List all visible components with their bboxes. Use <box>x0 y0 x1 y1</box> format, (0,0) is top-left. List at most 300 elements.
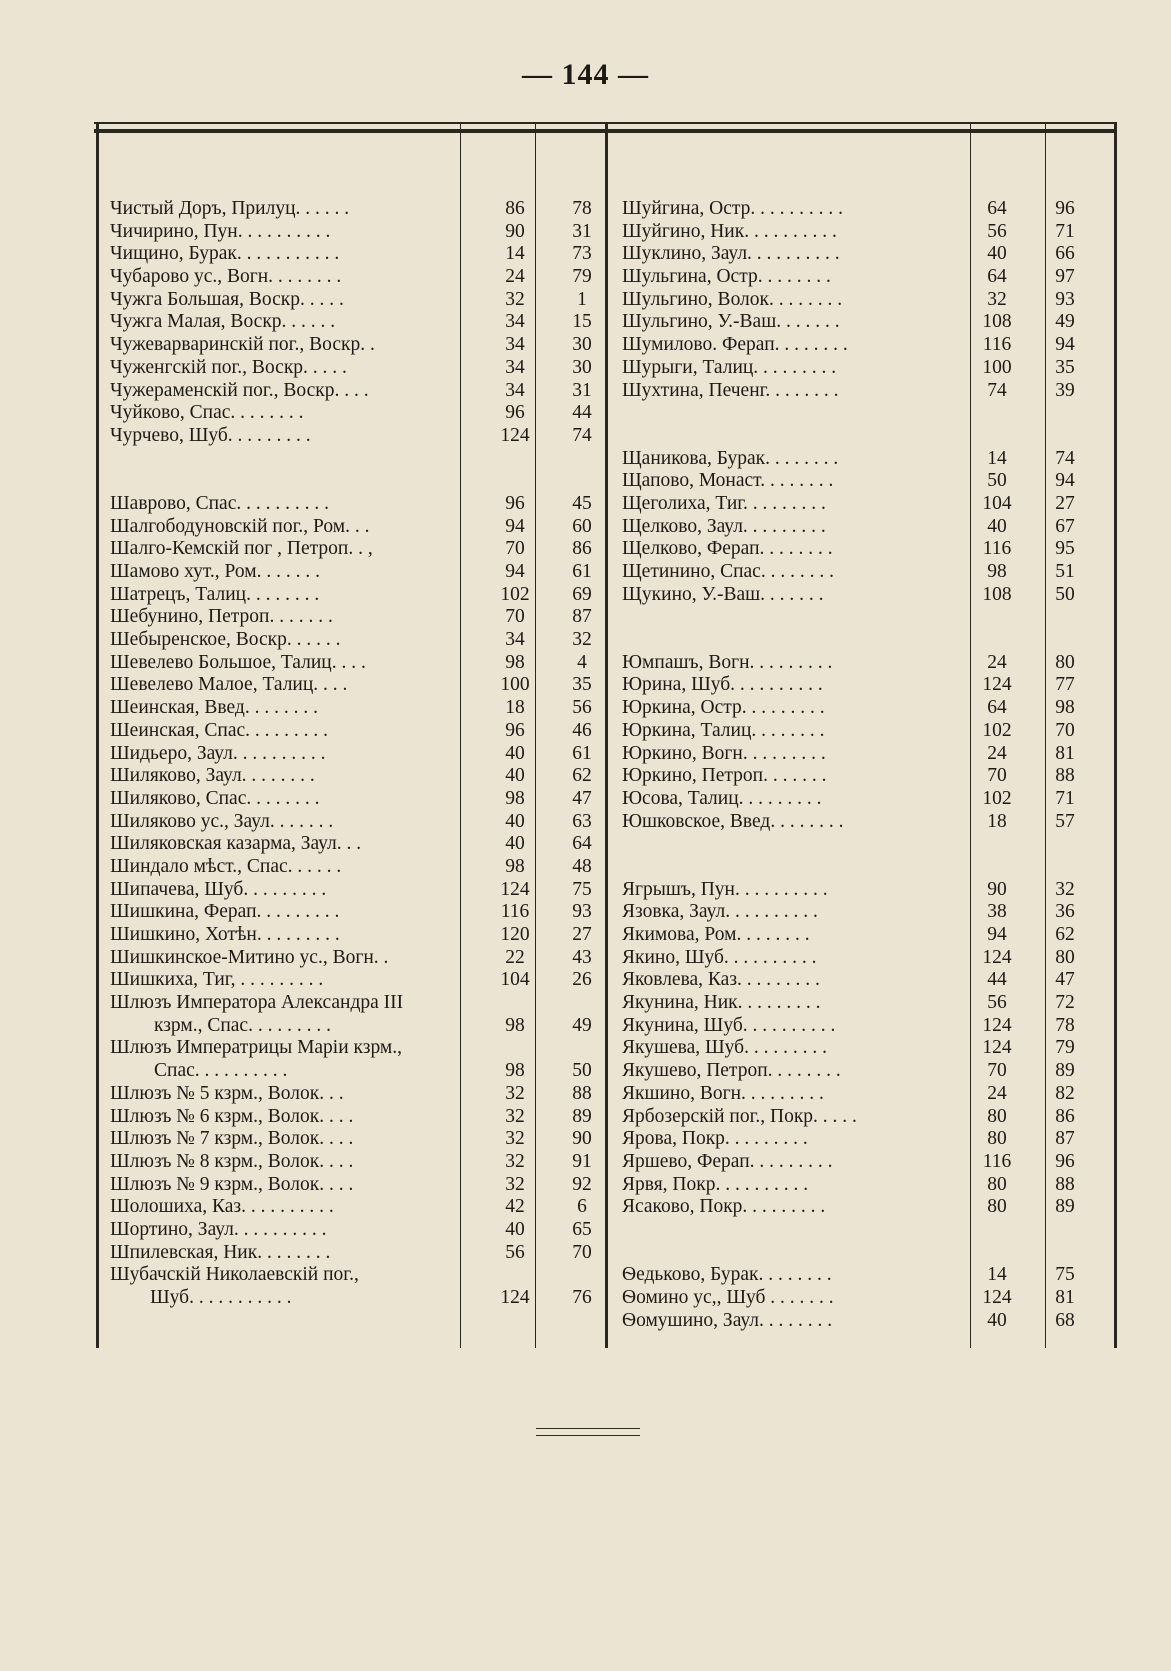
entry-item-number: 71 <box>1055 787 1075 809</box>
entry-item-number: 31 <box>572 220 592 242</box>
index-entry <box>110 765 600 788</box>
entry-name: Щетинино, Спас. . . . . . . . <box>622 561 834 582</box>
entry-page-number: 14 <box>505 243 525 265</box>
entry-page-number: 124 <box>982 1037 1012 1059</box>
entry-name: Шебыренское, Воскр. . . . . . <box>110 629 341 651</box>
entry-item-number: 78 <box>572 198 592 219</box>
index-entry <box>622 1310 1112 1333</box>
entry-name: Юркина, Остр. . . . . . . . . <box>622 697 825 719</box>
entry-page-number: 86 <box>505 198 525 219</box>
entry-page-number: 98 <box>505 787 525 809</box>
entry-name: Шпилевская, Ник. . . . . . . . <box>110 1241 331 1263</box>
entry-item-number: 32 <box>1055 878 1075 900</box>
index-entry <box>622 901 1112 924</box>
index-entry <box>110 380 600 403</box>
entry-name: Чичирино, Пун. . . . . . . . . . <box>110 220 331 242</box>
entry-item-number: 71 <box>1055 220 1075 242</box>
index-entry <box>622 584 1112 607</box>
entry-page-number: 34 <box>505 311 525 333</box>
entry-page-number: 18 <box>505 697 525 719</box>
entry-page-number: 40 <box>987 1309 1007 1331</box>
entry-item-number: 27 <box>1055 492 1075 514</box>
index-entry <box>110 357 600 380</box>
entry-page-number: 90 <box>505 220 525 242</box>
entry-item-number: 44 <box>572 402 592 424</box>
index-entry <box>622 697 1112 720</box>
entry-name: Чужга Большая, Воскр. . . . . <box>110 288 344 310</box>
entry-page-number: 100 <box>982 356 1012 378</box>
entry-page-number: 14 <box>987 447 1007 469</box>
index-entry <box>622 879 1112 902</box>
entry-page-number: 108 <box>982 583 1012 605</box>
index-entry <box>622 833 1112 856</box>
entry-name: Шуб. . . . . . . . . . . <box>150 1287 292 1308</box>
entry-item-number: 89 <box>1055 1196 1075 1218</box>
entry-name: Щапово, Монаст. . . . . . . . <box>622 470 834 492</box>
entry-page-number: 80 <box>987 1196 1007 1218</box>
entry-page-number: 34 <box>505 334 525 356</box>
entry-name: Якунина, Ник. . . . . . . . . <box>622 992 821 1014</box>
index-entry <box>622 1242 1112 1265</box>
entry-page-number: 124 <box>500 878 530 900</box>
index-entry <box>622 402 1112 425</box>
entry-name: Шубачскій Николаевскій пог., <box>110 1264 359 1286</box>
entry-name: Шебунино, Петроп. . . . . . . <box>110 606 333 628</box>
index-entry <box>622 243 1112 266</box>
entry-item-number: 73 <box>572 243 592 265</box>
entry-page-number: 98 <box>505 651 525 673</box>
entry-name: Шевелево Малое, Талиц. . . . <box>110 674 348 696</box>
entry-name: Щаникова, Бурак. . . . . . . . <box>622 447 839 469</box>
index-entry <box>622 561 1112 584</box>
index-entry <box>622 380 1112 403</box>
entry-page-number: 50 <box>987 470 1007 492</box>
entry-name: Яковлева, Каз. . . . . . . . . <box>622 969 820 991</box>
entry-page-number: 96 <box>505 492 525 514</box>
entry-item-number: 76 <box>572 1287 592 1308</box>
index-entry <box>110 266 600 289</box>
entry-name: Шеинская, Спас. . . . . . . . . <box>110 719 329 741</box>
entry-page-number: 32 <box>505 1105 525 1127</box>
entry-item-number: 49 <box>572 1014 592 1036</box>
entry-item-number: 60 <box>572 515 592 537</box>
index-entry <box>110 334 600 357</box>
entry-page-number: 32 <box>505 1128 525 1150</box>
entry-item-number: 88 <box>572 1082 592 1104</box>
entry-page-number: 90 <box>987 878 1007 900</box>
entry-page-number: 102 <box>982 719 1012 741</box>
index-entry <box>622 788 1112 811</box>
entry-item-number: 62 <box>572 765 592 787</box>
index-entry <box>110 1151 600 1174</box>
entry-name: Чубарово ус., Вогн. . . . . . . . <box>110 266 342 288</box>
entry-item-number: 72 <box>1055 992 1075 1014</box>
entry-name: Юмпашъ, Вогн. . . . . . . . . <box>622 651 833 673</box>
index-entry <box>110 788 600 811</box>
entry-page-number: 116 <box>982 538 1012 560</box>
entry-item-number: 95 <box>1055 538 1075 560</box>
entry-item-number: 65 <box>572 1218 592 1240</box>
index-entry <box>110 1174 600 1197</box>
entry-item-number: 80 <box>1055 946 1075 968</box>
index-entry <box>622 516 1112 539</box>
index-entry <box>110 311 600 334</box>
entry-item-number: 50 <box>572 1060 592 1082</box>
index-entry <box>110 1264 600 1287</box>
entry-name: Чужга Малая, Воскр. . . . . . <box>110 311 336 333</box>
index-entry <box>110 652 600 675</box>
index-entry <box>110 243 600 266</box>
index-entry <box>622 538 1112 561</box>
entry-page-number: 34 <box>505 629 525 651</box>
index-entry <box>110 969 600 992</box>
entry-page-number: 104 <box>982 492 1012 514</box>
index-entry <box>622 743 1112 766</box>
entry-name: Щеголиха, Тиг. . . . . . . . . <box>622 492 826 514</box>
entry-page-number: 64 <box>987 266 1007 288</box>
entry-page-number: 94 <box>505 561 525 582</box>
entry-page-number: 116 <box>982 1150 1012 1172</box>
index-entry <box>110 720 600 743</box>
index-entry <box>622 1106 1112 1129</box>
left-index-column <box>110 198 600 1310</box>
entry-item-number: 62 <box>1055 924 1075 945</box>
entry-name: Шиляково, Заул. . . . . . . . <box>110 765 315 787</box>
index-entry <box>110 833 600 856</box>
entry-name: Шуйгина, Остр. . . . . . . . . . <box>622 198 844 219</box>
entry-name: Шиндало мѣст., Спас. . . . . . <box>110 855 342 877</box>
entry-name: Шумилово. Ферап. . . . . . . . <box>622 334 848 356</box>
index-entry <box>622 357 1112 380</box>
entry-item-number: 96 <box>1055 198 1075 219</box>
entry-page-number: 80 <box>987 1173 1007 1195</box>
entry-page-number: 94 <box>987 924 1007 945</box>
table-border-left <box>96 124 99 1348</box>
entry-item-number: 78 <box>1055 1014 1075 1036</box>
entry-item-number: 15 <box>572 311 592 333</box>
entry-page-number: 108 <box>982 311 1012 333</box>
index-entry <box>110 221 600 244</box>
entry-name: Юшковское, Введ. . . . . . . . <box>622 810 844 832</box>
index-entry <box>110 992 600 1015</box>
entry-item-number: 43 <box>572 946 592 968</box>
bottom-rule <box>536 1428 640 1429</box>
entry-item-number: 1 <box>577 288 587 310</box>
entry-item-number: 61 <box>572 742 592 764</box>
entry-item-number: 92 <box>572 1173 592 1195</box>
entry-page-number: 124 <box>982 674 1012 696</box>
index-entry <box>622 1083 1112 1106</box>
entry-page-number: 124 <box>982 946 1012 968</box>
entry-page-number: 70 <box>505 538 525 560</box>
entry-page-number: 102 <box>500 583 530 605</box>
entry-item-number: 74 <box>1055 447 1075 469</box>
index-entry <box>622 765 1112 788</box>
entry-name: Шишкиха, Тиг, . . . . . . . . . <box>110 969 324 991</box>
entry-page-number: 56 <box>987 220 1007 242</box>
entry-name: Шлюзъ № 9 кзрм., Волок. . . . <box>110 1173 354 1195</box>
index-entry <box>622 811 1112 834</box>
entry-name: Чистый Доръ, Прилуц. . . . . . <box>110 198 350 219</box>
entry-item-number: 77 <box>1055 674 1075 696</box>
entry-page-number: 40 <box>987 243 1007 265</box>
entry-item-number: 89 <box>1055 1060 1075 1082</box>
entry-name: Шлюзъ № 6 кзрм., Волок. . . . <box>110 1105 354 1127</box>
index-entry <box>110 1128 600 1151</box>
index-entry <box>622 470 1112 493</box>
entry-item-number: 31 <box>572 379 592 401</box>
entry-item-number: 50 <box>1055 583 1075 605</box>
entry-name: Ѳедьково, Бурак. . . . . . . . <box>622 1264 832 1286</box>
entry-page-number: 34 <box>505 379 525 401</box>
index-entry <box>622 289 1112 312</box>
entry-item-number: 30 <box>572 334 592 356</box>
index-entry <box>110 1037 600 1060</box>
index-entry <box>110 1060 600 1083</box>
entry-item-number: 75 <box>572 878 592 900</box>
index-entry <box>622 425 1112 448</box>
entry-name: Шульгино, У.-Ваш. . . . . . . <box>622 311 840 333</box>
entry-name: Шолошиха, Каз. . . . . . . . . . <box>110 1196 334 1218</box>
entry-item-number: 56 <box>572 697 592 719</box>
index-entry <box>110 584 600 607</box>
entry-name: Яршево, Ферап. . . . . . . . . <box>622 1150 833 1172</box>
entry-item-number: 57 <box>1055 810 1075 832</box>
entry-item-number: 51 <box>1055 561 1075 582</box>
index-entry <box>622 652 1112 675</box>
index-entry <box>622 266 1112 289</box>
entry-item-number: 47 <box>1055 969 1075 991</box>
entry-item-number: 45 <box>572 492 592 514</box>
index-entry <box>622 969 1112 992</box>
entry-item-number: 86 <box>572 538 592 560</box>
entry-item-number: 97 <box>1055 266 1075 288</box>
entry-name: Юркина, Талиц. . . . . . . . <box>622 719 825 741</box>
entry-page-number: 32 <box>505 288 525 310</box>
entry-page-number: 74 <box>987 379 1007 401</box>
entry-page-number: 80 <box>987 1105 1007 1127</box>
entry-name: Чужеварваринскій пог., Воскр. . <box>110 334 375 356</box>
index-entry <box>110 901 600 924</box>
entry-page-number: 80 <box>987 1128 1007 1150</box>
entry-name: Шипачева, Шуб. . . . . . . . . <box>110 878 327 900</box>
entry-item-number: 69 <box>572 583 592 605</box>
entry-page-number: 94 <box>505 515 525 537</box>
entry-page-number: 56 <box>987 992 1007 1014</box>
entry-name: Шалго-Кемскій пог , Петроп. . , <box>110 538 373 560</box>
entry-item-number: 74 <box>572 424 592 446</box>
entry-item-number: 87 <box>572 606 592 628</box>
index-entry <box>110 674 600 697</box>
entry-name: Юркино, Петроп. . . . . . . <box>622 765 827 787</box>
index-entry <box>110 470 600 493</box>
index-entry <box>110 1196 600 1219</box>
entry-item-number: 36 <box>1055 901 1075 923</box>
index-entry <box>110 924 600 947</box>
index-entry <box>622 1219 1112 1242</box>
index-entry <box>622 1037 1112 1060</box>
entry-name: Шуклино, Заул. . . . . . . . . . <box>622 243 840 265</box>
entry-name: Ѳомушино, Заул. . . . . . . . <box>622 1309 833 1331</box>
index-entry <box>110 629 600 652</box>
entry-name: Шлюзъ Императрицы Маріи кзрм., <box>110 1037 403 1059</box>
entry-name: Якушева, Шуб. . . . . . . . . <box>622 1037 827 1059</box>
entry-page-number: 98 <box>505 855 525 877</box>
entry-page-number: 32 <box>505 1082 525 1104</box>
entry-name: Шульгино, Волок. . . . . . . . <box>622 288 843 310</box>
index-entry <box>110 493 600 516</box>
entry-name: Язовка, Заул. . . . . . . . . . <box>622 901 818 923</box>
entry-name: Юркино, Вогн. . . . . . . . . <box>622 742 826 764</box>
entry-page-number: 24 <box>987 1082 1007 1104</box>
entry-name: Шлюзъ № 8 кзрм., Волок. . . . <box>110 1150 354 1172</box>
entry-name: Щукино, У.-Ваш. . . . . . . <box>622 583 824 605</box>
entry-page-number: 56 <box>505 1241 525 1263</box>
entry-name: Юсова, Талиц. . . . . . . . . <box>622 787 822 809</box>
entry-item-number: 27 <box>572 924 592 945</box>
entry-name: Ягрышъ, Пун. . . . . . . . . . <box>622 878 828 900</box>
entry-name: Юрина, Шуб. . . . . . . . . . <box>622 674 823 696</box>
entry-item-number: 75 <box>1055 1264 1075 1286</box>
entry-name: Ярбозерскій пог., Покр. . . . . <box>622 1105 857 1127</box>
entry-item-number: 35 <box>1055 356 1075 378</box>
entry-name: Чурчево, Шуб. . . . . . . . . <box>110 424 311 446</box>
index-entry <box>110 697 600 720</box>
index-entry <box>110 289 600 312</box>
entry-name: Шиляково, Спас. . . . . . . . <box>110 787 320 809</box>
entry-page-number: 22 <box>505 946 525 968</box>
entry-item-number: 70 <box>572 1241 592 1263</box>
entry-item-number: 82 <box>1055 1082 1075 1104</box>
entry-name: Шаврово, Спас. . . . . . . . . . <box>110 492 329 514</box>
index-entry <box>110 1015 600 1038</box>
index-entry <box>110 856 600 879</box>
table-border-right <box>1114 124 1117 1348</box>
entry-page-number: 124 <box>500 1287 530 1308</box>
entry-name: Якимова, Ром. . . . . . . . <box>622 924 810 945</box>
entry-name: Шамово хут., Ром. . . . . . . <box>110 561 321 582</box>
entry-name: Шалгободуновскій пог., Ром. . . <box>110 515 370 537</box>
entry-page-number: 40 <box>505 742 525 764</box>
entry-item-number: 87 <box>1055 1128 1075 1150</box>
index-entry <box>622 1015 1112 1038</box>
index-entry <box>622 493 1112 516</box>
index-entry <box>622 334 1112 357</box>
entry-item-number: 98 <box>1055 697 1075 719</box>
index-entry <box>622 198 1112 221</box>
entry-item-number: 61 <box>572 561 592 582</box>
entry-page-number: 32 <box>505 1150 525 1172</box>
entry-name: Шлюзъ № 5 кзрм., Волок. . . <box>110 1082 344 1104</box>
entry-page-number: 124 <box>982 1287 1012 1308</box>
entry-name: Шишкина, Ферап. . . . . . . . . <box>110 901 340 923</box>
entry-name: Шурыги, Талиц. . . . . . . . . <box>622 356 837 378</box>
entry-item-number: 79 <box>572 266 592 288</box>
entry-page-number: 70 <box>505 606 525 628</box>
entry-item-number: 88 <box>1055 765 1075 787</box>
entry-page-number: 64 <box>987 697 1007 719</box>
entry-item-number: 81 <box>1055 1287 1075 1308</box>
entry-name: Чужераменскій пог., Воскр. . . . <box>110 379 369 401</box>
entry-page-number: 42 <box>505 1196 525 1218</box>
entry-name: Якино, Шуб. . . . . . . . . . <box>622 946 817 968</box>
entry-name: Шульгина, Остр. . . . . . . . <box>622 266 831 288</box>
entry-page-number: 64 <box>987 198 1007 219</box>
index-entry <box>622 1264 1112 1287</box>
entry-item-number: 39 <box>1055 379 1075 401</box>
index-entry <box>110 811 600 834</box>
entry-page-number: 24 <box>505 266 525 288</box>
entry-item-number: 64 <box>572 833 592 855</box>
index-entry <box>622 924 1112 947</box>
entry-page-number: 70 <box>987 1060 1007 1082</box>
entry-name: Ясаково, Покр. . . . . . . . . <box>622 1196 826 1218</box>
entry-page-number: 38 <box>987 901 1007 923</box>
entry-name: Шуйгино, Ник. . . . . . . . . . <box>622 220 837 242</box>
index-entry <box>110 1106 600 1129</box>
entry-item-number: 6 <box>577 1196 587 1218</box>
entry-item-number: 91 <box>572 1150 592 1172</box>
index-entry <box>110 1242 600 1265</box>
entry-name: Спас. . . . . . . . . . <box>154 1060 288 1082</box>
entry-page-number: 70 <box>987 765 1007 787</box>
entry-name: Якшино, Вогн. . . . . . . . . <box>622 1082 824 1104</box>
entry-item-number: 80 <box>1055 651 1075 673</box>
entry-item-number: 46 <box>572 719 592 741</box>
entry-name: Якушево, Петроп. . . . . . . . <box>622 1060 841 1082</box>
entry-page-number: 116 <box>500 901 530 923</box>
entry-page-number: 104 <box>500 969 530 991</box>
entry-item-number: 93 <box>1055 288 1075 310</box>
entry-name: Шортино, Заул. . . . . . . . . . <box>110 1218 327 1240</box>
entry-item-number: 4 <box>577 651 587 673</box>
index-entry <box>110 538 600 561</box>
entry-page-number: 98 <box>505 1060 525 1082</box>
index-entry <box>622 992 1112 1015</box>
index-entry <box>622 1174 1112 1197</box>
entry-item-number: 48 <box>572 855 592 877</box>
entry-name: Шлюзъ № 7 кзрм., Волок. . . . <box>110 1128 354 1150</box>
entry-page-number: 44 <box>987 969 1007 991</box>
index-entry <box>622 674 1112 697</box>
index-entry <box>110 743 600 766</box>
entry-page-number: 124 <box>982 1014 1012 1036</box>
index-entry <box>622 1287 1112 1310</box>
entry-page-number: 96 <box>505 402 525 424</box>
index-entry <box>622 1196 1112 1219</box>
entry-name: Шухтина, Печенг. . . . . . . . <box>622 379 839 401</box>
index-entry <box>110 425 600 448</box>
entry-name: Шиляковская казарма, Заул. . . <box>110 833 362 855</box>
entry-item-number: 32 <box>572 629 592 651</box>
entry-name: Щелково, Заул. . . . . . . . . <box>622 515 826 537</box>
index-entry <box>110 1219 600 1242</box>
entry-item-number: 49 <box>1055 311 1075 333</box>
entry-item-number: 63 <box>572 810 592 832</box>
index-entry <box>622 720 1112 743</box>
entry-item-number: 81 <box>1055 742 1075 764</box>
entry-item-number: 67 <box>1055 515 1075 537</box>
index-entry <box>622 606 1112 629</box>
entry-name: Шатрецъ, Талиц. . . . . . . . <box>110 583 320 605</box>
entry-name: Шевелево Большое, Талиц. . . . <box>110 651 366 673</box>
entry-item-number: 93 <box>572 901 592 923</box>
index-entry <box>622 221 1112 244</box>
index-entry <box>110 516 600 539</box>
entry-page-number: 40 <box>505 1218 525 1240</box>
entry-page-number: 116 <box>982 334 1012 356</box>
index-entry <box>110 402 600 425</box>
